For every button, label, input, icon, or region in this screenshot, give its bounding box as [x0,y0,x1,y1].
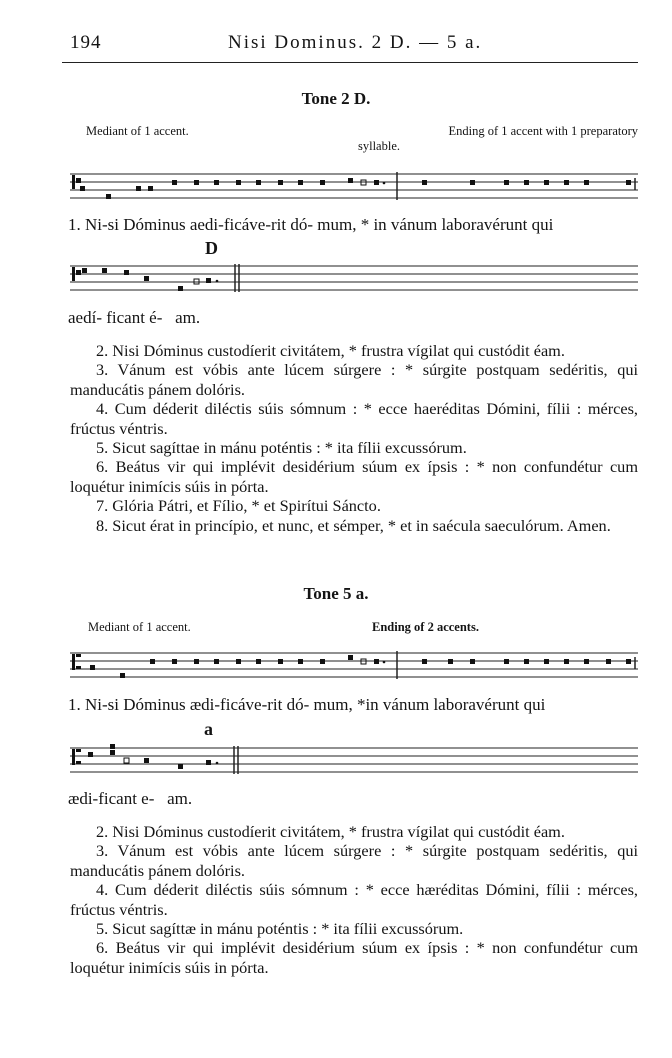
tone-2d-title: Tone 2 D. [301,89,371,108]
tone-5a-termination-text: ædi-ficant e- am. [68,789,193,808]
tone-2d-staff [66,166,638,210]
tone-2d-ending-label-line2: syllable. [358,139,401,153]
tone-5a-ending-label: Ending of 2 accents. [372,620,479,634]
tone-2d-termination-notation [66,260,638,300]
running-title: Nisi Dominus. 2 D. — 5 a. [228,32,483,53]
tone-2d-ending-label [372,124,638,139]
tone-5a-termination-staff [66,742,638,782]
tone-5a-termination-notation [66,742,638,782]
tone-2d-termination-letter: D [205,238,218,258]
page-number: 194 [70,32,102,53]
tone-5a-title: Tone 5 a. [303,584,369,603]
tone-5a-mediant-label: Mediant of 1 accent. [88,620,191,634]
tone-2d-termination-staff [66,260,638,300]
tone-2d-verse-4: 4. Cum déderit diléctis súis sómnum : * ecce haeréditas Dómini, fílii : mérces, frúctus véntris. [70,399,638,438]
tone-2d-chant-notation [66,166,638,210]
tone-5a-verse-5: 5. Sicut sagíttæ in mánu poténtis : * ita fílii excussórum. [96,919,464,939]
tone-5a-verses [70,822,638,977]
tone-2d-verses [70,341,638,535]
tone-5a-verse-6: 6. Beátus vir qui implévit desidérium súum ex ípsis : * non confundétur cum loquétur inimícis súis in pórta. [70,938,638,977]
tone-5a-staff [66,645,638,689]
tone-2d-verse-5: 5. Sicut sagíttae in mánu poténtis : * ita fílii excussórum. [96,438,467,458]
tone-5a-verse-2: 2. Nisi Dóminus custodíerit civitátem, * frustra vígilat qui custódit éam. [96,822,565,841]
tone-5a-termination-letter: a [204,719,213,739]
tone-2d-verse-7: 7. Glória Pátri, et Fílio, * et Spirítui Sáncto. [96,496,381,516]
tone-2d-verse-2: 2. Nisi Dóminus custodíerit civitátem, * frustra vígilat qui custódit éam. [96,341,565,360]
tone-5a-verse-1: 1. Ni-si Dóminus ædi-ficáve-rit dó- mum, *in vánum laboravérunt qui [68,695,546,714]
running-header [62,26,638,63]
tone-2d-termination-text: aedí- ficant é- am. [68,308,201,327]
tone-2d-ending-label-line1: Ending of 1 accent with 1 preparatory [448,124,638,138]
tone-5a-verse-4: 4. Cum déderit diléctis súis sómnum : * ecce hæréditas Dómini, fílii : mérces, frúctus véntris. [70,880,638,919]
tone-5a-verse-3: 3. Vánum est vóbis ante lúcem súrgere : * súrgite postquam sedéritis, qui manducátis pánem dolóris. [70,841,638,880]
tone-2d-verse-6: 6. Beátus vir qui implévit desidérium súum ex ípsis : * non confundétur cum loquétur inimícis súis in pórta. [70,457,638,496]
tone-2d-mediant-label: Mediant of 1 accent. [86,124,189,138]
tone-2d-verse-3: 3. Vánum est vóbis ante lúcem súrgere : * súrgite postquam sedéritis, qui manducátis pánem dolóris. [70,360,638,399]
tone-5a-chant-notation [66,645,638,689]
tone-2d-verse-1: 1. Ni-si Dóminus aedi-ficáve-rit dó- mum, * in vánum laboravérunt qui [68,215,554,234]
tone-2d-verse-8: 8. Sicut érat in princípio, et nunc, et sémper, * et in saécula saeculórum. Amen. [96,515,611,535]
